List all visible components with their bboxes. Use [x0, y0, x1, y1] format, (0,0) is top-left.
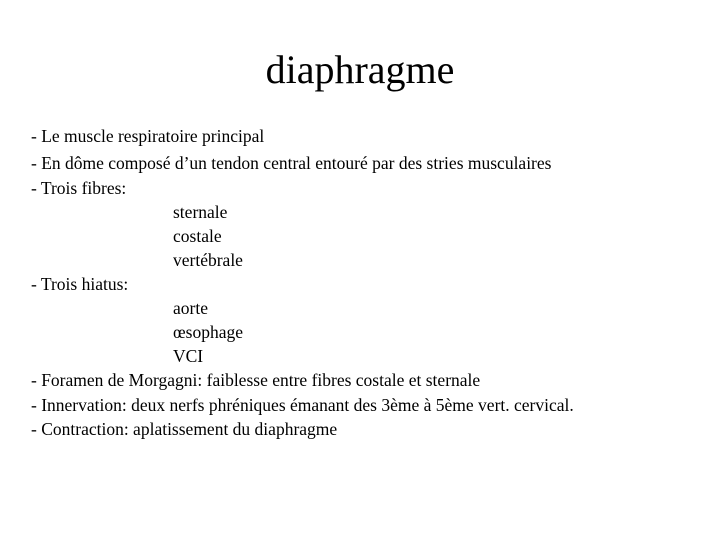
bullet-morgagni: - Foramen de Morgagni: faiblesse entre fibres costale et sternale	[31, 370, 481, 390]
bullet-contraction: - Contraction: aplatissement du diaphragme	[31, 419, 338, 439]
hiatus-item-oesophage: œsophage	[173, 322, 243, 342]
fibre-item-vertebrale: vertébrale	[173, 250, 243, 270]
fibre-item-sternale: sternale	[173, 202, 228, 222]
bullet-innervation: - Innervation: deux nerfs phréniques émanant des 3ème à 5ème vert. cervical.	[31, 395, 574, 415]
bullet-hiatus: - Trois hiatus:	[31, 274, 129, 294]
hiatus-item-vci: VCI	[173, 346, 204, 366]
fibre-item-costale: costale	[173, 226, 222, 246]
hiatus-item-aorte: aorte	[173, 298, 208, 318]
slide-title: diaphragme	[265, 47, 455, 92]
bullet-muscle: - Le muscle respiratoire principal	[31, 126, 265, 146]
bullet-fibres: - Trois fibres:	[31, 178, 127, 198]
bullet-dome: - En dôme composé d’un tendon central entouré par des stries musculaires	[31, 153, 552, 173]
